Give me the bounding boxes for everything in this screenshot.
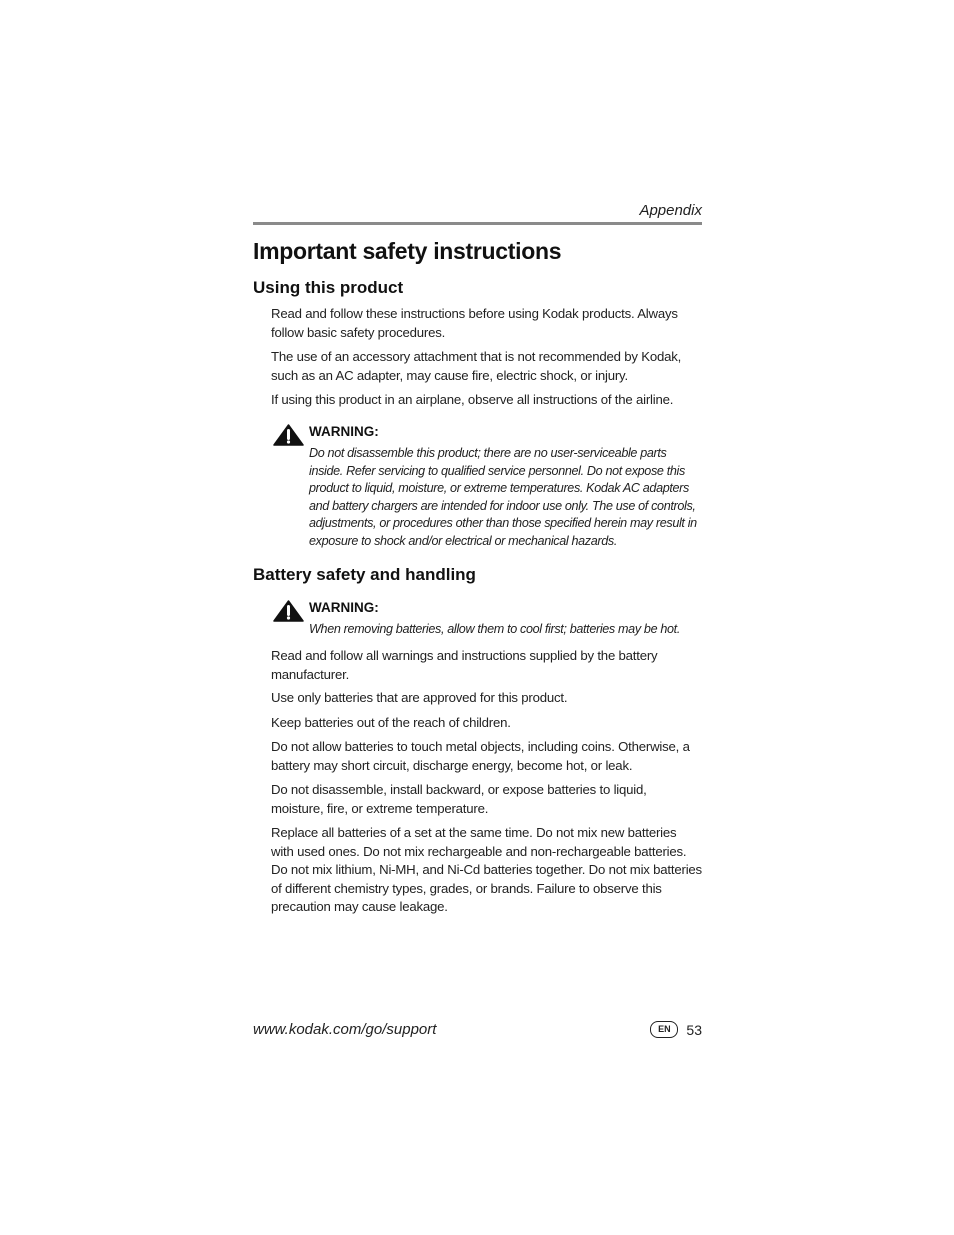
warning-triangle-icon: [273, 600, 304, 622]
running-head: Appendix: [639, 202, 702, 219]
paragraph: Use only batteries that are approved for this product.: [271, 690, 568, 705]
warning-text: Do not disassemble this product; there are no user-serviceable parts inside. Refer servicing to qualified service personnel. Do not expose this product to liquid, moisture, or extreme temperatures. Kodak AC adapters and battery chargers are intended for indoor use only. The use of controls, adjustments, or procedures other than those specified herein may result in exposure to shock and/or electrical or mechanical hazards.: [309, 446, 697, 548]
page-footer-right: [650, 1021, 702, 1038]
page-title: Important safety instructions: [253, 238, 562, 264]
paragraph: Do not disassemble, install backward, or expose batteries to liquid, moisture, fire, or extreme temperature.: [271, 782, 647, 816]
manual-page: [253, 0, 702, 1235]
paragraph: Do not allow batteries to touch metal objects, including coins. Otherwise, a battery may short circuit, discharge energy, become hot, or leak.: [271, 739, 690, 773]
language-badge: EN: [650, 1021, 678, 1038]
paragraph: Replace all batteries of a set at the same time. Do not mix new batteries with used ones. Do not mix rechargeable and non-rechargeable batteries. Do not mix lithium, Ni-MH, and Ni-Cd batteries together. Do not mix batteries of different chemistry types, grades, or brands. Failure to observe this precaution may cause leakage.: [271, 825, 702, 914]
support-url-link[interactable]: www.kodak.com/go/support: [253, 1021, 437, 1038]
paragraph: Read and follow these instructions before using Kodak products. Always follow basic safety procedures.: [271, 306, 678, 340]
paragraph: Keep batteries out of the reach of children.: [271, 715, 511, 730]
section-heading-battery-safety: Battery safety and handling: [253, 565, 476, 584]
paragraph: The use of an accessory attachment that is not recommended by Kodak, such as an AC adapter, may cause fire, electric shock, or injury.: [271, 349, 682, 383]
warning-text: When removing batteries, allow them to cool first; batteries may be hot.: [309, 622, 680, 636]
page-number: 53: [686, 1021, 702, 1038]
paragraph: If using this product in an airplane, observe all instructions of the airline.: [271, 392, 674, 407]
warning-label: WARNING:: [309, 424, 379, 439]
header-rule: [253, 222, 702, 225]
section-heading-using-this-product: Using this product: [253, 278, 404, 297]
warning-triangle-icon: [273, 424, 304, 446]
paragraph: Read and follow all warnings and instructions supplied by the battery manufacturer.: [271, 648, 658, 682]
warning-label: WARNING:: [309, 600, 379, 615]
